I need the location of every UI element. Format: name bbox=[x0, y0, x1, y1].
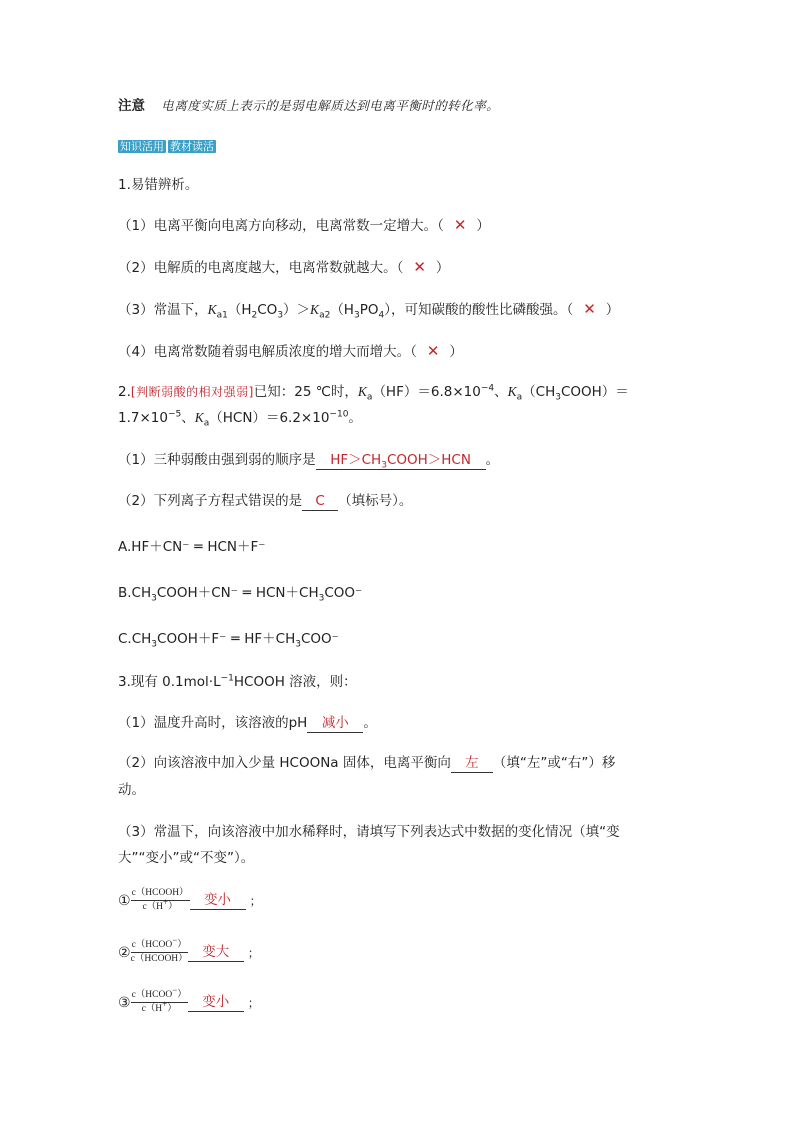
fraction: $\frac{\text{c（HCOOH）}}{c(H^+)}$ bbox=[131, 888, 189, 913]
fraction-item-1: ① $\frac{\text{c（HCOOH）}}{c(H^+)}$ 变小 ； bbox=[118, 888, 262, 913]
answer-blank: 左 bbox=[451, 755, 493, 773]
q3-sub-2-line2: 动。 bbox=[118, 782, 145, 798]
q2-stem-line2: $1.7\times 10^{-5}$、$K_a(HCN)=6.2\times 10^{-10}$。 bbox=[118, 409, 362, 429]
fraction: $\frac{c(HCOO^-)}{\text{c（HCOOH）}}$ bbox=[130, 935, 188, 965]
fraction-item-2: ② $\frac{c(HCOO^-)}{\text{c（HCOOH）}}$ 变大 ； bbox=[118, 935, 260, 965]
fraction-item-3: ③ $\frac{c(HCOO^-)}{c(H^+)}$ 变小 ； bbox=[118, 985, 260, 1015]
q1-item-2-text: （2）电解质的电离度越大，电离常数就越大。 bbox=[118, 260, 397, 276]
q1-item-1-text: （1）电离平衡向电离方向移动，电离常数一定增大。 bbox=[118, 218, 438, 234]
q2-option-a: A.HF＋CN⁻ ═ HCN＋F⁻ bbox=[118, 539, 266, 555]
answer-blank: 变大 bbox=[188, 944, 244, 962]
cross-mark: ✕ bbox=[453, 216, 467, 234]
q1-item-4: （4）电离常数随着弱电解质浓度的增大而增大。（ ✕ ） bbox=[118, 342, 463, 360]
q2-option-c: $C.CH_3COOH+F^-$ ═ $HF+CH_3COO^-$ bbox=[118, 631, 339, 650]
answer-blank: C bbox=[302, 493, 338, 511]
q3-sub-3-line1: （3）常温下，向该溶液中加水稀释时，请填写下列表达式中数据的变化情况（填“变 bbox=[118, 824, 620, 840]
q2-option-b: $B.CH_3COOH+CN^-$ ═ $HCN+CH_3COO^-$ bbox=[118, 585, 363, 604]
tag-knowledge: 知识活用 bbox=[120, 140, 164, 153]
fraction: $\frac{c(HCOO^-)}{c(H^+)}$ bbox=[131, 985, 187, 1015]
q3-sub-2-line1: （2）向该溶液中加入少量 HCOONa 固体，电离平衡向 左 （填“左”或“右”）移 bbox=[118, 755, 616, 771]
q1-item-2: （2）电解质的电离度越大，电离常数就越大。（ ✕ ） bbox=[118, 258, 450, 276]
note-text: 电离度实质上表示的是弱电解质达到电离平衡时的转化率。 bbox=[161, 98, 500, 113]
answer-blank: $HF>CH_3COOH>HCN$ bbox=[316, 452, 486, 470]
answer-blank: 减小 bbox=[307, 715, 363, 733]
note-label: 注意 bbox=[118, 98, 145, 114]
q2-stem-line1: 2.[判断弱酸的相对强弱]已知：25 ℃时，$K_a(HF)=6.8\times 10^{-4}$、$K_a(CH_3COOH)=$ bbox=[118, 383, 629, 403]
q1-title: 1.易错辨析。 bbox=[118, 177, 199, 193]
answer-blank: 变小 bbox=[190, 892, 246, 910]
q3-sub-1: （1）温度升高时，该溶液的pH 减小 。 bbox=[118, 715, 377, 731]
q2-topic: [判断弱酸的相对强弱] bbox=[130, 385, 254, 399]
q2-sub-1: （1）三种弱酸由强到弱的顺序是 $HF>CH_3COOH>HCN$ 。 bbox=[118, 452, 500, 471]
note-line bbox=[118, 96, 499, 116]
q1-item-3: （3）常温下，$K_{a1}(H_2CO_3)>K_{a2}(H_3PO_4)$，可知碳酸的酸性比磷酸强。（ ✕ ） bbox=[118, 300, 620, 321]
cross-mark: ✕ bbox=[426, 342, 440, 360]
answer-blank: 变小 bbox=[188, 994, 244, 1012]
q3-stem: 3.现有 $0.1mol\cdot L^{-1}HCOOH$ 溶液，则： bbox=[118, 673, 357, 690]
cross-mark: ✕ bbox=[413, 258, 426, 276]
q1-item-1: （1）电离平衡向电离方向移动，电离常数一定增大。（ ✕ ） bbox=[118, 216, 490, 234]
tag-textbook: 教材读活 bbox=[170, 140, 214, 153]
q1-item-4-text: （4）电离常数随着弱电解质浓度的增大而增大。 bbox=[118, 344, 411, 360]
cross-mark: ✕ bbox=[583, 300, 596, 318]
q3-sub-3-line2: 大”“变小”或“不变”）。 bbox=[118, 850, 255, 866]
q2-sub-2: （2）下列离子方程式错误的是 C （填标号）。 bbox=[118, 493, 413, 509]
section-tags bbox=[118, 136, 216, 156]
